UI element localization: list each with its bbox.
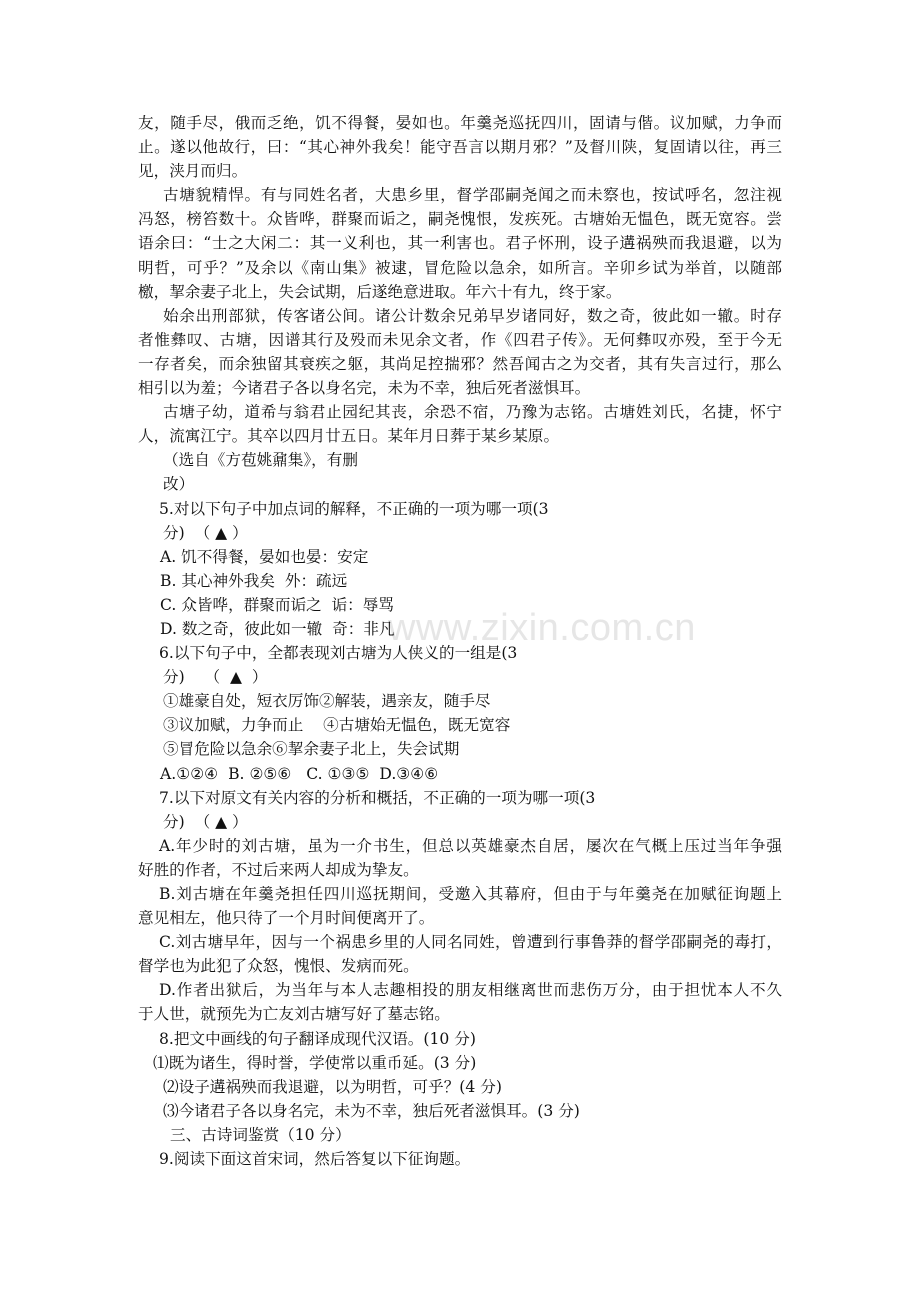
question-5-option-b: B. 其心神外我矣 外：疏远 [160, 571, 348, 590]
question-7-option-d: 于人世，就预先为亡友刘古塘写好了墓志铭。 [138, 1005, 450, 1024]
passage-line: 始余出刑部狱，传客诸公间。诸公计数余兄弟早岁诸同好，数之奇，彼此如一辙。时存 [163, 306, 782, 325]
section-heading: 三、古诗词鉴赏（10 分） [170, 1125, 351, 1144]
question-8-stem: 8.把文中画线的句子翻译成现代汉语。(10 分) [159, 1029, 476, 1048]
passage-line: 止。遂以他故行，曰：“其心神外我矣！能守吾言以期月邪？”及督川陕，复固请以往，再三 [138, 138, 782, 157]
question-5-stem: 分) （ ▲ ） [163, 523, 248, 542]
question-7-option-d: D.作者出狱后，为当年与本人志趣相投的朋友相继离世而悲伤万分，由于担忧本人不久 [159, 981, 782, 1000]
question-7-option-b: 意见相左，他只待了一个月时间便离开了。 [138, 909, 435, 928]
question-8-item: ⑴既为诸生，得时誉，学使常以重币延。(3 分) [153, 1053, 477, 1072]
passage-line: 者惟彝叹、古塘，因谱其行及殁而未见余文者，作《四君子传》。无何彝叹亦殁，至于今无 [138, 330, 782, 349]
source-note: （选自《方苞姚鼐集》，有删 [163, 451, 358, 470]
question-7-option-b: B.刘古塘在年羹尧担任四川巡抚期间，受邀入其幕府，但由于与年羹尧在加赋征询题上 [159, 885, 782, 903]
passage-line: 一存者矣，而余独留其衰疾之躯，其尚足控揣邪？然吾闻古之为交者，其有失言过行，那么 [138, 354, 782, 373]
passage-line: 古塘貌精悍。有与同姓名者，大患乡里，督学邵嗣尧闻之而未察也，按试呼名，忽注视 [163, 186, 782, 205]
question-8-item: ⑶今诸君子各以身名完，未为不幸，独后死者滋惧耳。(3 分) [163, 1101, 580, 1120]
question-7-option-a: 好胜的作者，不过后来两人却成为挚友。 [138, 860, 419, 879]
question-7-stem: 7.以下对原文有关内容的分析和概括，不正确的一项为哪一项(3 [159, 788, 596, 807]
question-7-option-c: C.刘古塘早年，因与一个祸患乡里的人同名同姓，曾遭到行事鲁莽的督学邵嗣尧的毒打， [159, 933, 782, 952]
question-9-stem: 9.阅读下面这首宋词，然后答复以下征询题。 [159, 1150, 471, 1169]
passage-line: 友，随手尽，俄而乏绝，饥不得餐，晏如也。年羹尧巡抚四川，固请与偕。议加赋，力争而 [138, 114, 782, 132]
source-note: 改） [163, 475, 195, 494]
question-6-item: ③议加赋，力争而止 ④古塘始无愠色，既无宽容 [163, 716, 511, 735]
question-5-option-d: D. 数之奇，彼此如一辙 奇：非凡 [160, 619, 395, 638]
question-6-item: ⑤冒危险以急余⑥挈余妻子北上，失会试期 [163, 740, 460, 759]
passage-line: 语余曰：“士之大闲二：其一义利也，其一利害也。君子怀刑，设子遘祸殃而我退避，以为 [138, 234, 782, 253]
question-7-option-c: 督学也为此犯了众怒，愧恨、发病而死。 [138, 957, 419, 976]
question-6-stem: 6.以下句子中，全都表现刘古塘为人侠义的一组是(3 [159, 644, 518, 663]
question-5-option-a: A. 饥不得餐，晏如也晏：安定 [160, 547, 369, 566]
passage-line: 人，流寓江宁。其卒以四月廿五日。某年月日葬于某乡某原。 [138, 427, 560, 446]
passage-line: 见，浃月而归。 [138, 162, 248, 181]
passage-line: 相引以为羞；今诸君子各以身名完，未为不幸，独后死者滋惧耳。 [138, 379, 591, 398]
question-6-item: ①雄豪自处，短衣厉饰②解装，遇亲友，随手尽 [163, 692, 491, 711]
question-5-stem: 5.对以下句子中加点词的解释，不正确的一项为哪一项(3 [159, 499, 549, 518]
question-6-options: A.①②④ B. ②⑤⑥ C. ①③⑤ D.③④⑥ [160, 764, 439, 783]
question-8-item: ⑵设子遘祸殃而我退避，以为明哲，可乎？(4 分) [163, 1077, 502, 1096]
watermark: www.zixin.com.cn [388, 607, 696, 649]
passage-line: 明哲，可乎？”及余以《南山集》被逮，冒危险以急余，如所言。辛卯乡试为举首，以随部 [138, 258, 782, 277]
passage-line: 檄，挈余妻子北上，失会试期，后遂绝意进取。年六十有九，终于家。 [138, 282, 622, 301]
document-page [138, 111, 782, 1171]
passage-line: 古塘子幼，道希与翁君止园纪其丧，余恐不宿，乃豫为志铭。古塘姓刘氏，名捷，怀宁 [163, 403, 782, 422]
question-6-stem: 分) （ ▲ ） [163, 668, 268, 687]
question-7-stem: 分) （ ▲ ） [163, 812, 248, 831]
passage-line: 冯怒，榜笞数十。众皆哗，群聚而诟之，嗣尧愧恨，发疾死。古塘始无愠色，既无宽容。尝 [138, 210, 782, 229]
question-7-option-a: A.年少时的刘古塘，虽为一介书生，但总以英雄豪杰自居，屡次在气概上压过当年争强 [159, 836, 782, 855]
question-5-option-c: C. 众皆哗，群聚而诟之 诟：辱骂 [160, 595, 394, 614]
